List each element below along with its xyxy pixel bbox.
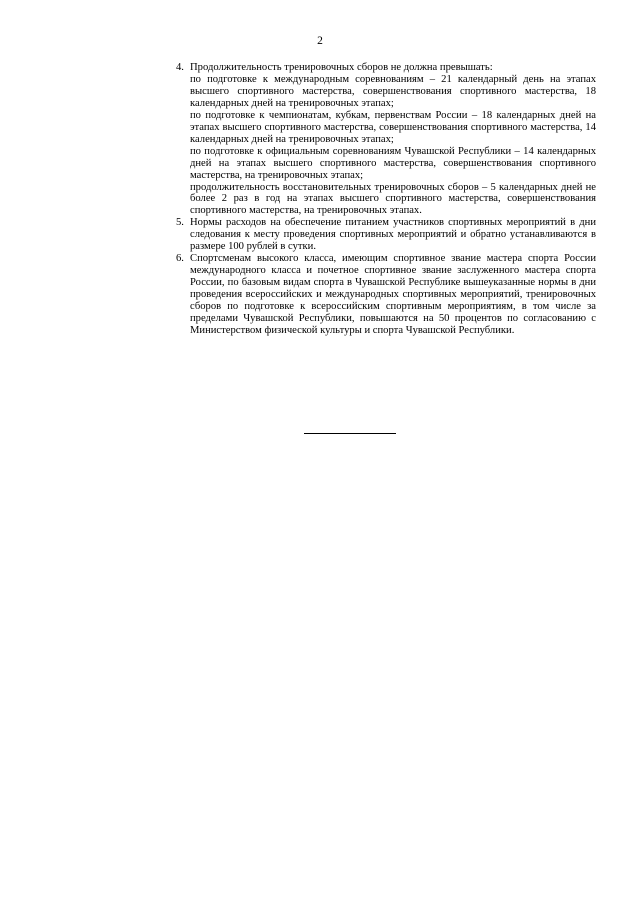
subitem-chuvash-competitions: по подготовке к официальным соревнованиям Чувашской Республики – 14 календарных дней на этапах высшего спортивного мастерства, совершенствования спортивного мастерства, на тренировочных этапах; — [190, 145, 596, 181]
subitem-international: по подготовке к международным соревнованиям – 21 календарный день на этапах высшего спортивного мастерства, совершенствования спортивного мастерства, 18 календарных дней на тренировочных этапах; — [190, 73, 596, 109]
page-number: 2 — [317, 35, 323, 47]
list-item-4 — [176, 62, 596, 74]
item-text: Нормы расходов на обеспечение питанием участников спортивных мероприятий в дни следования к месту проведения спортивных мероприятий и обратно устанавливаются в размере 100 рублей в сутки. — [190, 217, 596, 253]
item-text: Спортсменам высокого класса, имеющим спортивное звание мастера спорта России международного класса и почетное спортивное звание заслуженного мастера спорта России, по базовым видам спорта в Чувашской Республике вышеуказанные нормы в дни проведения всероссийских и международных спортивных мероприятий, тренировочных сборов по подготовке к всероссийским спортивным мероприятиям, в том числе за пределами Чувашской Республики, повышаются на 50 процентов по согласованию с Министерством физической культуры и спорта Чувашской Республики. — [190, 253, 596, 336]
subitem-recovery-camps: продолжительность восстановительных тренировочных сборов – 5 календарных дней не более 2 раз в год на этапах высшего спортивного мастерства, совершенствования спортивного мастерства, на тренировочных этапах. — [190, 181, 596, 217]
list-item-6 — [176, 253, 596, 337]
item-number: 4. — [176, 62, 184, 73]
document-body — [176, 62, 596, 337]
item-number: 5. — [176, 217, 184, 229]
list-item-5 — [176, 217, 596, 253]
subitem-russian-championships: по подготовке к чемпионатам, кубкам, первенствам России – 18 календарных дней на этапах высшего спортивного мастерства, совершенствования спортивного мастерства, 14 календарных дней на тренировочных этапах; — [190, 109, 596, 145]
item-text: Продолжительность тренировочных сборов не должна превышать: — [190, 62, 493, 73]
end-divider — [304, 433, 396, 434]
item-number: 6. — [176, 253, 184, 265]
